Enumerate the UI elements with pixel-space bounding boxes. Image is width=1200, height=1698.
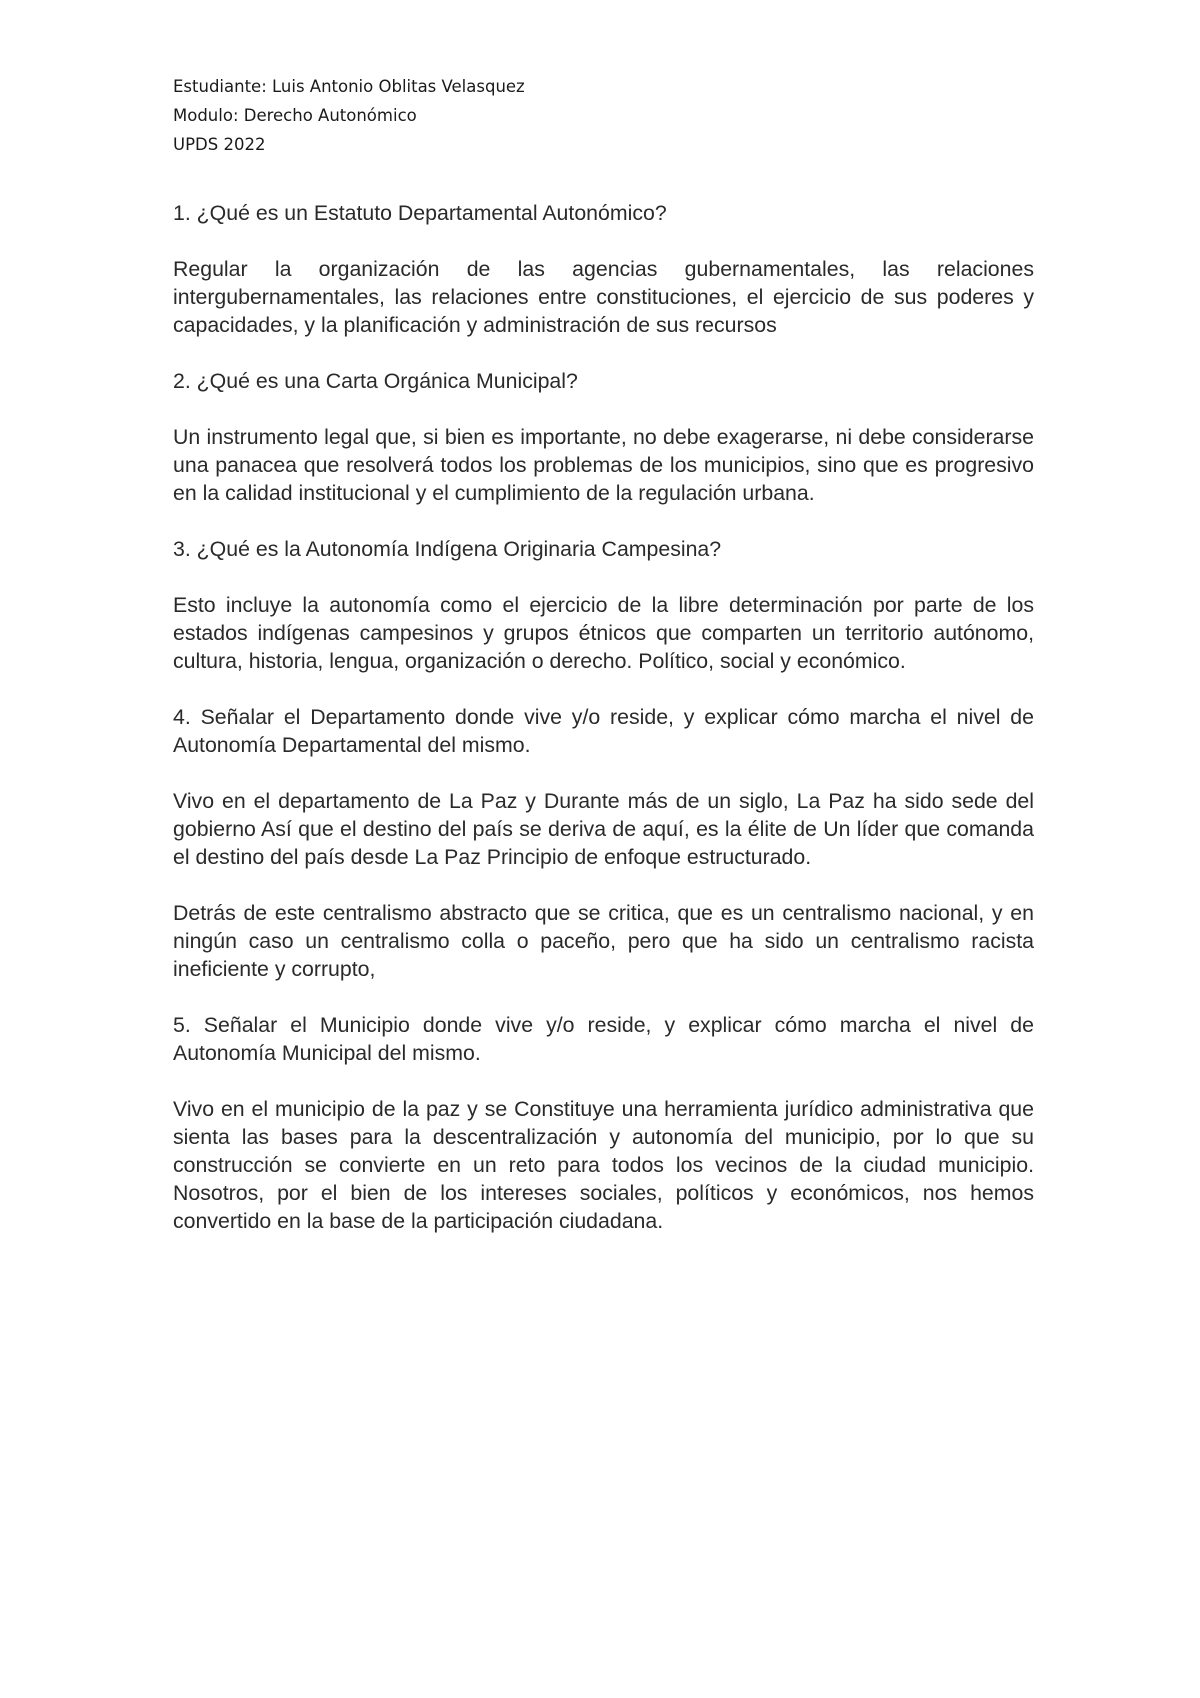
question-1: 1. ¿Qué es un Estatuto Departamental Autonómico? (173, 201, 667, 225)
student-name: Estudiante: Luis Antonio Oblitas Velasquez (173, 77, 525, 96)
answer-2: Un instrumento legal que, si bien es importante, no debe exagerarse, ni debe considerarse una panacea que resolverá todos los problemas de los municipios, sino que es progresivo en la calidad institucional y el cumplimiento de la regulación urbana. (173, 425, 1034, 505)
module-name: Modulo: Derecho Autonómico (173, 106, 417, 125)
answer-3: Esto incluye la autonomía como el ejercicio de la libre determinación por parte de los estados indígenas campesinos y grupos étnicos que comparten un territorio autónomo, cultura, historia, lengua, organización o derecho. Político, social y económico. (173, 593, 1034, 673)
document-header (173, 72, 873, 159)
answer-5: Vivo en el municipio de la paz y se Constituye una herramienta jurídico administrativa que sienta las bases para la descentralización y autonomía del municipio, por lo que su construcción se convierte en un reto para todos los vecinos de la ciudad municipio. Nosotros, por el bien de los intereses sociales, políticos y económicos, nos hemos convertido en la base de la participación ciudadana. (173, 1097, 1034, 1233)
question-2: 2. ¿Qué es una Carta Orgánica Municipal? (173, 369, 578, 393)
document-body (173, 199, 1034, 1263)
question-5: 5. Señalar el Municipio donde vive y/o reside, y explicar cómo marcha el nivel de Autonomía Municipal del mismo. (173, 1013, 1034, 1065)
answer-4-paragraph-1: Vivo en el departamento de La Paz y Durante más de un siglo, La Paz ha sido sede del gobierno Así que el destino del país se deriva de aquí, es la élite de Un líder que comanda el destino del país desde La Paz Principio de enfoque estructurado. (173, 789, 1034, 869)
institution-year: UPDS 2022 (173, 135, 266, 154)
answer-4-paragraph-2: Detrás de este centralismo abstracto que se critica, que es un centralismo nacional, y en ningún caso un centralismo colla o paceño, pero que ha sido un centralismo racista ineficiente y corrupto, (173, 901, 1034, 981)
question-4: 4. Señalar el Departamento donde vive y/o reside, y explicar cómo marcha el nivel de Autonomía Departamental del mismo. (173, 705, 1034, 757)
question-3: 3. ¿Qué es la Autonomía Indígena Originaria Campesina? (173, 537, 722, 561)
answer-1: Regular la organización de las agencias gubernamentales, las relaciones intergubernamentales, las relaciones entre constituciones, el ejercicio de sus poderes y capacidades, y la planificación y administración de sus recursos (173, 257, 1034, 337)
